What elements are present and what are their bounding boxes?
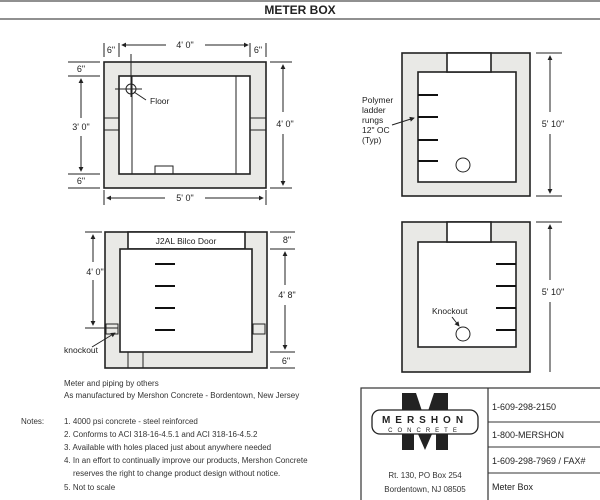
address-line2: Bordentown, NJ 08505 (384, 485, 466, 494)
fax-number: 1-609-298-7969 / FAX# (492, 456, 586, 466)
dim-inner-width: 4' 0" (176, 40, 194, 50)
notes-heading: Notes: (21, 417, 45, 426)
note-line: As manufactured by Mershon Concrete - Bordentown, New Jersey (64, 391, 300, 400)
note-item: 4. In an effort to continually improve our products, Mershon Concrete (64, 456, 308, 465)
dim-height-top: 5' 10" (541, 119, 565, 129)
note-item: 3. Available with holes placed just about anywhere needed (64, 443, 272, 452)
logo-bottom-text: CONCRETE (388, 428, 462, 434)
ladder-label-line: rungs (362, 115, 384, 125)
dim-door-thickness: 8" (282, 235, 292, 245)
section-view (64, 232, 296, 368)
ladder-label-line: Polymer (362, 95, 394, 105)
title-block (361, 388, 600, 500)
note-item: reserves the right to change product design without notice. (73, 469, 281, 478)
note-item: 5. Not to scale (64, 483, 116, 492)
ladder-rungs-label (362, 95, 393, 145)
dim-left-wall: 6" (106, 45, 116, 55)
phone-number: 1-609-298-2150 (492, 402, 557, 412)
floor-label: Floor (150, 96, 170, 106)
dim-inner-height: 4' 8" (278, 290, 296, 300)
dim-inner-depth: 3' 0" (72, 122, 90, 132)
plan-view (68, 40, 294, 205)
logo-top-text: MERSHON (381, 415, 469, 426)
title-bar (0, 1, 600, 19)
note-item: 1. 4000 psi concrete - steel reinforced (64, 417, 198, 426)
ladder-label-line: 12" OC (362, 125, 390, 135)
ladder-label-line: (Typ) (362, 135, 382, 145)
dim-top-depth: 4' 0" (86, 267, 104, 277)
address-line1: Rt. 130, PO Box 254 (388, 471, 462, 480)
note-line: Meter and piping by others (64, 379, 159, 388)
drawing-name: Meter Box (492, 482, 534, 492)
dim-floor-thickness: 6" (281, 356, 291, 366)
notes (21, 379, 308, 492)
knockout-label-side: Knockout (432, 306, 468, 316)
side-view-bottom (402, 222, 564, 372)
tollfree-number: 1-800-MERSHON (492, 430, 565, 440)
note-item: 2. Conforms to ACI 318-16-4.5.1 and ACI 318-16-4.5.2 (64, 430, 258, 439)
dim-right-wall: 6" (253, 45, 263, 55)
dim-bottom-wall: 6" (76, 176, 86, 186)
door-label: J2AL Bilco Door (155, 236, 217, 246)
dim-top-wall: 6" (76, 64, 86, 74)
dim-height-bottom: 5' 10" (541, 287, 565, 297)
ladder-label-line: ladder (362, 105, 386, 115)
dim-outer-width: 5' 0" (176, 193, 194, 203)
knockout-label: knockout (64, 345, 99, 355)
side-view-top (362, 53, 564, 196)
page-title: METER BOX (264, 3, 336, 17)
dim-outer-depth: 4' 0" (276, 119, 294, 129)
